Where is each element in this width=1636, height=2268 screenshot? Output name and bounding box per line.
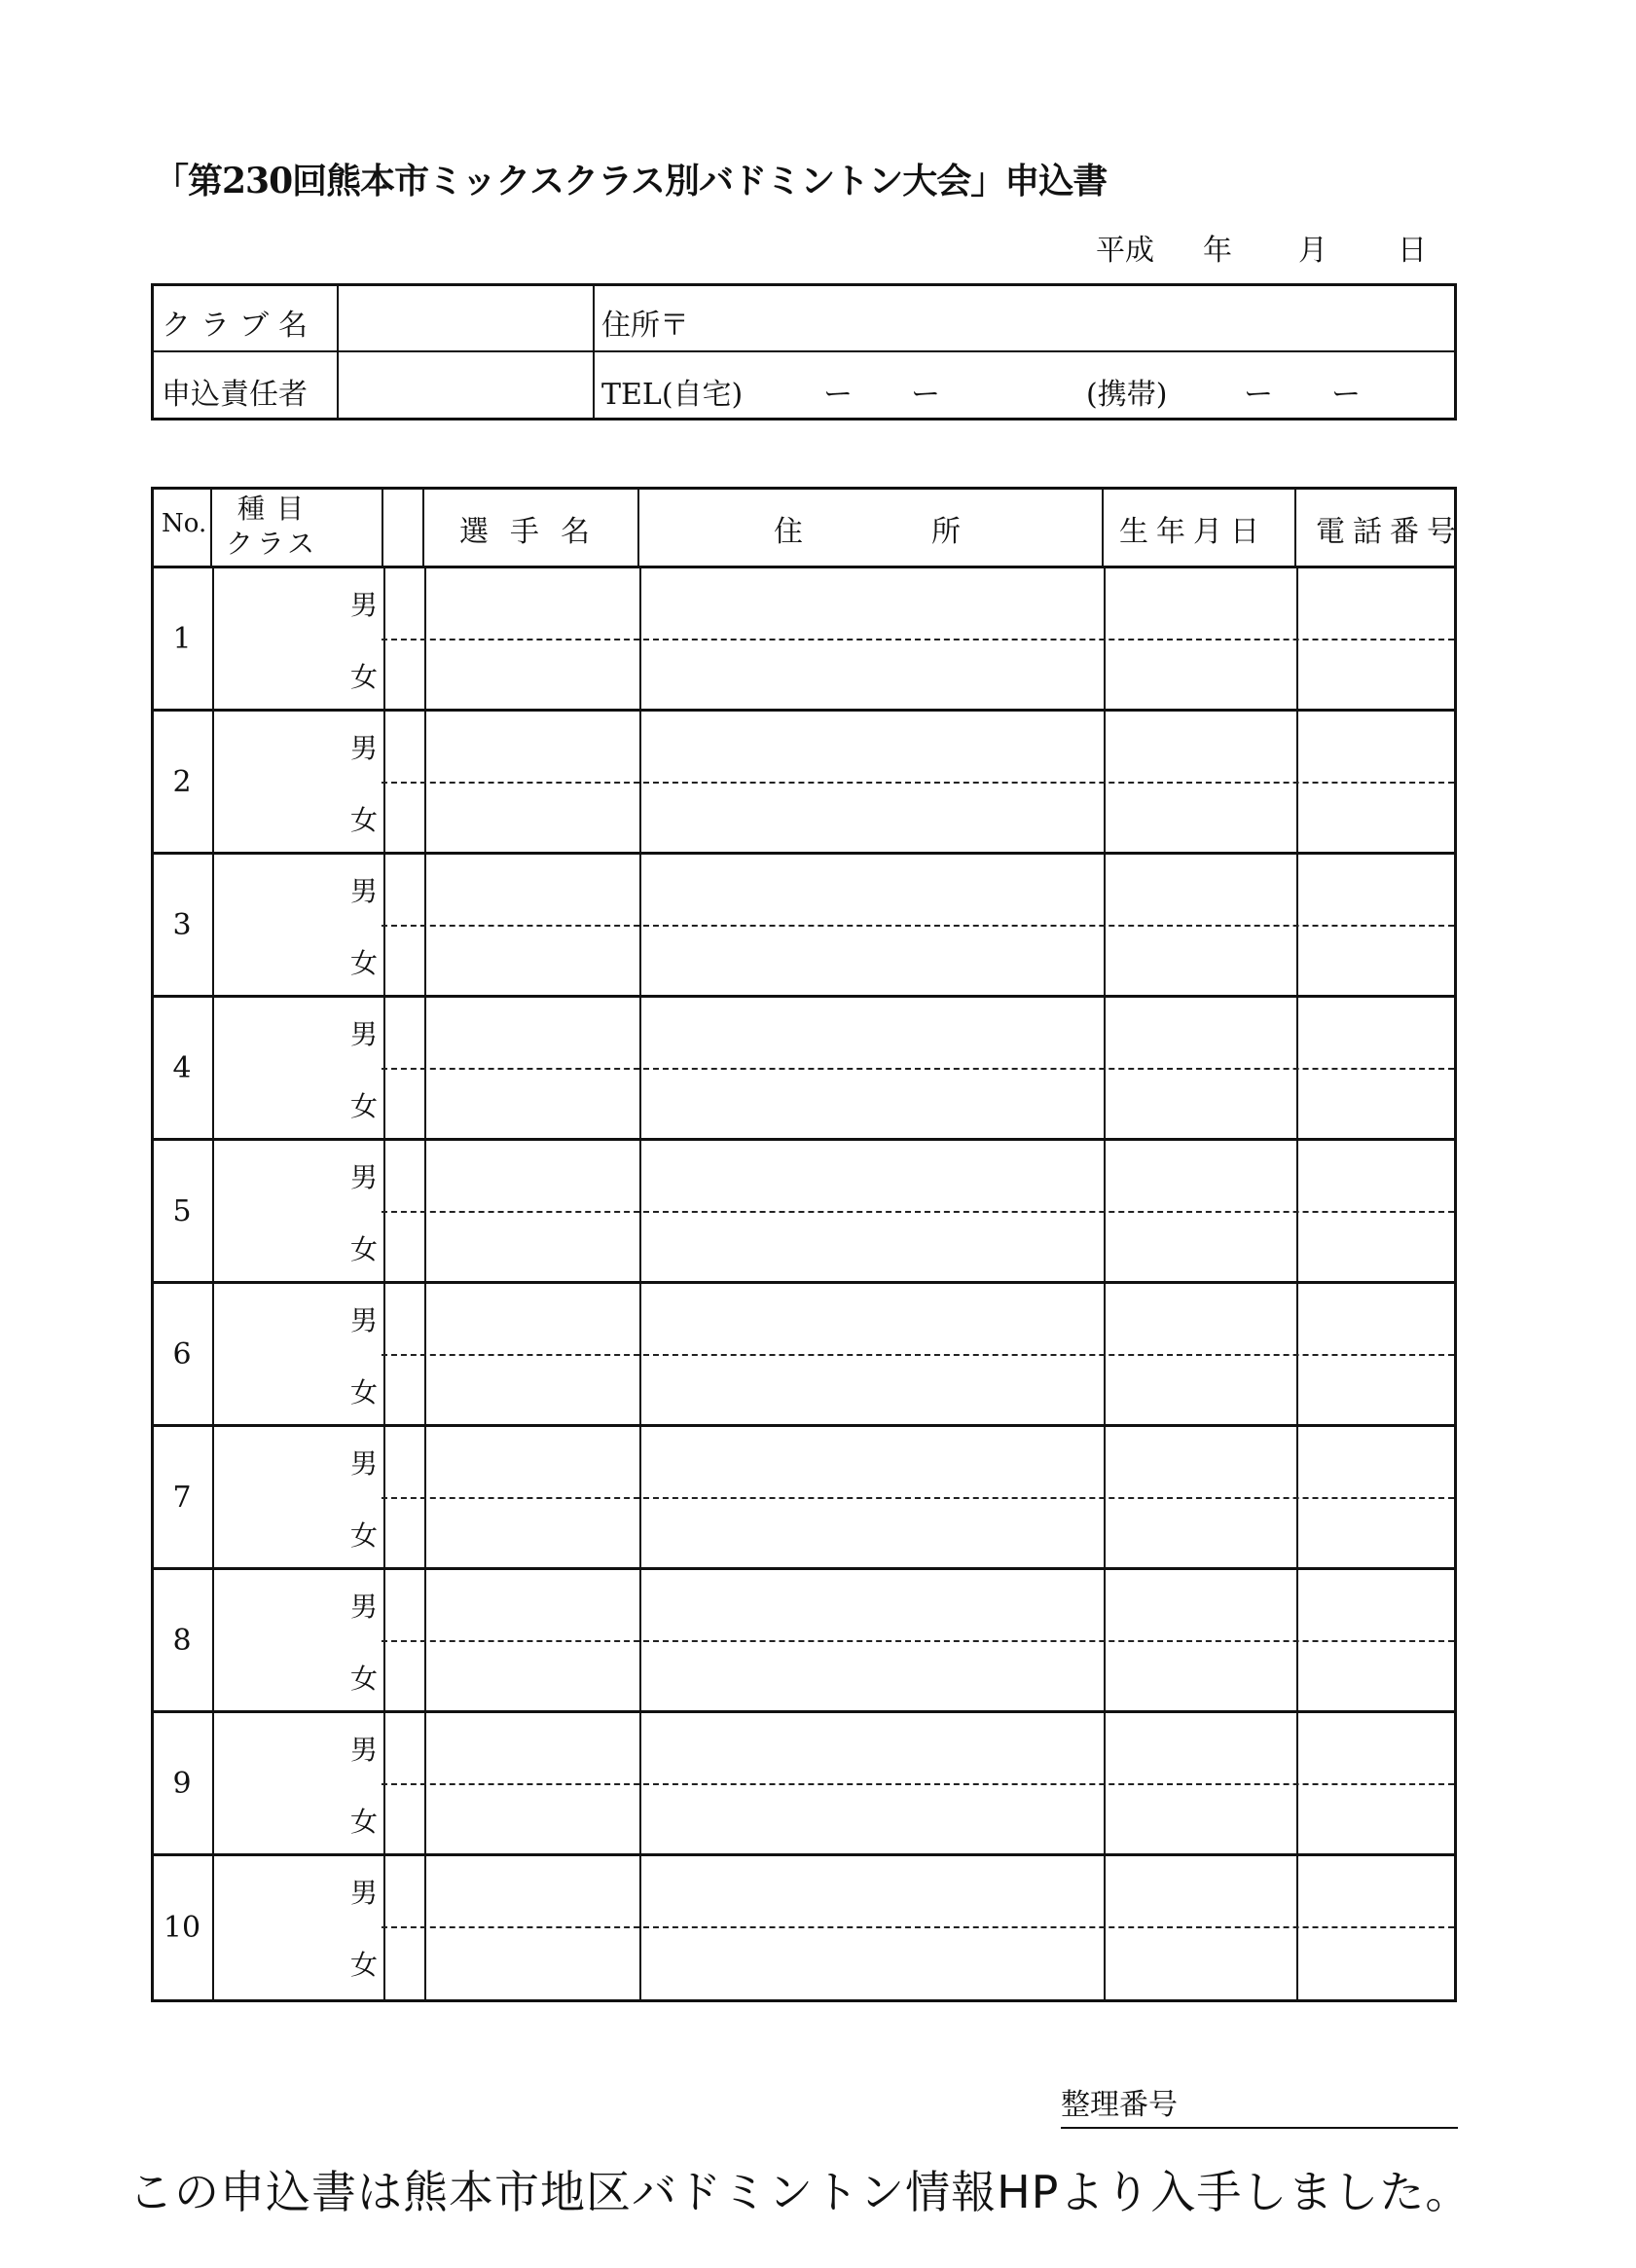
row-number: 8 (172, 1623, 192, 1658)
tel-mobile-label: (携帯) (1086, 378, 1168, 412)
row-number: 3 (172, 907, 192, 942)
row-dashed-divider (382, 1783, 1454, 1785)
row-dashed-divider (382, 925, 1454, 927)
row-dashed-divider (382, 1354, 1454, 1356)
row-number: 7 (172, 1480, 192, 1515)
row-dashed-divider (382, 782, 1454, 784)
row-number: 10 (163, 1911, 201, 1945)
male-label: 男 (349, 1018, 378, 1050)
female-label: 女 (349, 804, 378, 836)
row-divider (212, 712, 214, 852)
male-label: 男 (349, 875, 378, 907)
col-birth (1104, 490, 1296, 566)
row-number: 1 (172, 621, 192, 656)
row-divider (212, 855, 214, 995)
female-label: 女 (349, 947, 378, 979)
header-phone: 電話番号 (1316, 515, 1464, 549)
table-row (154, 1427, 1454, 1570)
male-label: 男 (349, 1734, 378, 1766)
female-label: 女 (349, 1519, 378, 1552)
row-dashed-divider (382, 639, 1454, 640)
row-divider (212, 1284, 214, 1424)
male-label: 男 (349, 732, 378, 764)
col-class (212, 490, 383, 566)
table-row (154, 1713, 1454, 1856)
row-number: 2 (172, 764, 192, 799)
female-label: 女 (349, 661, 378, 693)
row-number: 5 (172, 1193, 192, 1228)
row-dashed-divider (382, 1926, 1454, 1928)
col-phone (1296, 490, 1464, 566)
club-info-box (151, 283, 1457, 421)
male-label: 男 (349, 1161, 378, 1193)
col-player (424, 490, 639, 566)
row-divider (212, 998, 214, 1138)
table-row (154, 1856, 1454, 1999)
male-label: 男 (349, 1591, 378, 1623)
roster-body (154, 568, 1454, 1999)
row-number: 4 (172, 1050, 192, 1085)
row-dashed-divider (382, 1068, 1454, 1070)
header-class-bottom: クラス (226, 528, 319, 560)
row-dashed-divider (382, 1497, 1454, 1499)
footer-note: この申込書は熊本市地区バドミントン情報HPより入手しました。 (128, 2166, 1472, 2218)
table-row (154, 1284, 1454, 1427)
row-number: 6 (172, 1336, 192, 1372)
row-divider (212, 1713, 214, 1853)
male-label: 男 (349, 1877, 378, 1909)
col-sex (383, 490, 424, 566)
header-player-name: 選手名 (459, 515, 611, 549)
representative-label: 申込責任者 (162, 378, 308, 412)
header-address-2: 所 (931, 515, 961, 549)
row-dashed-divider (382, 1211, 1454, 1213)
row-divider (212, 1427, 214, 1567)
male-label: 男 (349, 1447, 378, 1480)
tel-home-dashes: ー ー (823, 378, 940, 412)
table-row (154, 1570, 1454, 1713)
col-address (639, 490, 1104, 566)
female-label: 女 (349, 1806, 378, 1838)
seiri-field[interactable] (1061, 2127, 1458, 2129)
male-label: 男 (349, 589, 378, 621)
row-number: 9 (172, 1766, 192, 1801)
form-title: 「第230回熊本市ミックスクラス別バドミントン大会」申込書 (154, 161, 1108, 201)
female-label: 女 (349, 1663, 378, 1695)
header-birthdate: 生年月日 (1119, 515, 1267, 549)
club-name-label: クラブ名 (162, 309, 317, 343)
table-row (154, 568, 1454, 712)
row-divider (212, 1856, 214, 1999)
club-divider (154, 350, 1454, 352)
row-divider (212, 1570, 214, 1710)
table-row (154, 998, 1454, 1141)
header-no: No. (162, 509, 207, 538)
seiri-label: 整理番号 (1061, 2088, 1178, 2122)
date-month: 月 (1298, 234, 1327, 268)
date-year: 年 (1203, 234, 1232, 268)
address-label: 住所〒 (601, 309, 689, 343)
col-no (154, 490, 212, 566)
tel-mobile-dashes: ー ー (1244, 378, 1361, 412)
female-label: 女 (349, 1949, 378, 1981)
roster-header (154, 490, 1464, 568)
row-divider (212, 1141, 214, 1281)
female-label: 女 (349, 1090, 378, 1122)
table-row (154, 855, 1454, 998)
date-era: 平成 (1096, 234, 1154, 268)
row-divider (212, 568, 214, 709)
female-label: 女 (349, 1376, 378, 1408)
roster-table (151, 487, 1464, 2002)
table-row (154, 1141, 1454, 1284)
row-dashed-divider (382, 1640, 1454, 1642)
female-label: 女 (349, 1233, 378, 1265)
header-class-top: 種目 (237, 493, 316, 525)
table-row (154, 712, 1454, 855)
tel-home-label: TEL(自宅) (601, 378, 744, 412)
male-label: 男 (349, 1304, 378, 1336)
date-day: 日 (1398, 234, 1427, 268)
header-address-1: 住 (774, 515, 803, 549)
